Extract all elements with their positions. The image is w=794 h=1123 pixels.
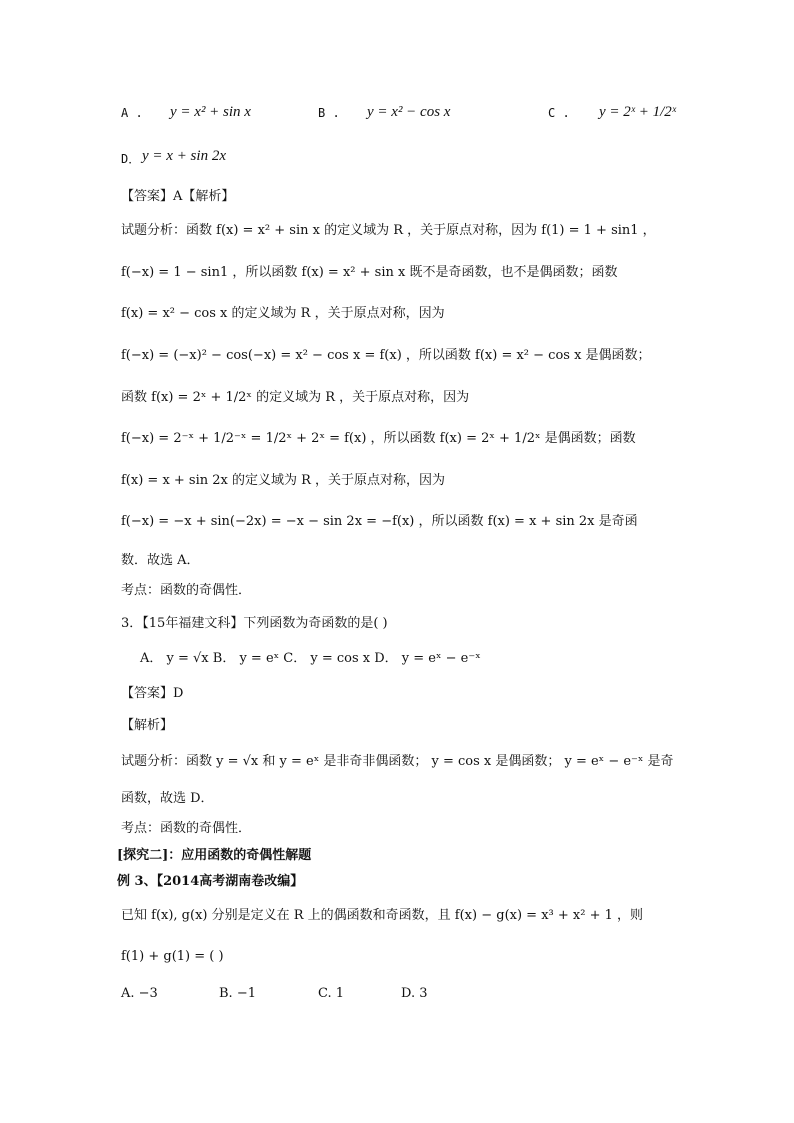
q3-kaodian: 考点：函数的奇偶性． bbox=[121, 821, 252, 836]
q3-options: A． y = √x B． y = eˣ C． y = cos x D． y = eˣ − e⁻ˣ bbox=[140, 651, 481, 666]
q3-analysis-line-2: 函数，故选 D． bbox=[121, 791, 214, 806]
q3-jiexi: 【解析】 bbox=[121, 718, 174, 733]
kaodian-q2: 考点：函数的奇偶性． bbox=[121, 583, 252, 598]
analysis-q2-line-7: f(x) = x + sin 2x 的定义域为 R ，关于原点对称，因为 bbox=[121, 473, 446, 488]
option-a-label: A . bbox=[121, 106, 143, 120]
explore-title: [探究二]：应用函数的奇偶性解题 bbox=[117, 848, 312, 863]
q3-answer: 【答案】D bbox=[121, 686, 184, 701]
analysis-q2-line-5: 函数 f(x) = 2ˣ + 1/2ˣ 的定义域为 R ，关于原点对称，因为 bbox=[121, 390, 470, 405]
option-b-label: B . bbox=[318, 106, 340, 120]
analysis-q2-line-4: f(−x) = (−x)² − cos(−x) = x² − cos x = f(x) ，所以函数 f(x) = x² − cos x 是偶函数； bbox=[121, 348, 651, 363]
example-option-d: D. 3 bbox=[401, 986, 428, 1001]
analysis-q2-line-1: 试题分析：函数 f(x) = x² + sin x 的定义域为 R ，关于原点对称，因为 f(1) = 1 + sin1 ， bbox=[121, 223, 656, 238]
analysis-q2-line-8: f(−x) = −x + sin(−2x) = −x − sin 2x = −f(x) ，所以函数 f(x) = x + sin 2x 是奇函 bbox=[121, 514, 638, 529]
option-d-label: D． bbox=[121, 152, 141, 166]
example-option-c: C. 1 bbox=[318, 986, 345, 1001]
analysis-q2-line-2: f(−x) = 1 − sin1 ，所以函数 f(x) = x² + sin x 既不是奇函数，也不是偶函数；函数 bbox=[121, 265, 618, 280]
option-c-label: C . bbox=[548, 106, 570, 120]
example-problem-line-2: f(1) + g(1) = ( ) bbox=[121, 949, 224, 964]
analysis-q2-line-9: 数．故选 A． bbox=[121, 553, 200, 568]
answer-q2: 【答案】A【解析】 bbox=[121, 189, 235, 204]
option-b-expr: y = x² − cos x bbox=[367, 104, 451, 120]
option-a-expr: y = x² + sin x bbox=[170, 104, 251, 120]
option-d-expr: y = x + sin 2x bbox=[142, 148, 226, 164]
analysis-q2-line-6: f(−x) = 2⁻ˣ + 1/2⁻ˣ = 1/2ˣ + 2ˣ = f(x) ，所以函数 f(x) = 2ˣ + 1/2ˣ 是偶函数；函数 bbox=[121, 431, 636, 446]
option-c-expr: y = 2ˣ + 1/2ˣ bbox=[599, 104, 677, 120]
q3-analysis-line-1: 试题分析：函数 y = √x 和 y = eˣ 是非奇非偶函数； y = cos x 是偶函数； y = eˣ − e⁻ˣ 是奇 bbox=[121, 754, 674, 769]
analysis-q2-line-3: f(x) = x² − cos x 的定义域为 R ，关于原点对称，因为 bbox=[121, 306, 445, 321]
q3-title: 3．【15年福建文科】下列函数为奇函数的是( ) bbox=[121, 616, 388, 631]
example-option-b: B. −1 bbox=[219, 986, 256, 1001]
example-problem-line-1: 已知 f(x), g(x) 分别是定义在 R 上的偶函数和奇函数，且 f(x) − g(x) = x³ + x² + 1 ，则 bbox=[121, 908, 643, 923]
example-title: 例 3、【2014高考湖南卷改编】 bbox=[117, 874, 304, 889]
example-option-a: A. −3 bbox=[121, 986, 158, 1001]
